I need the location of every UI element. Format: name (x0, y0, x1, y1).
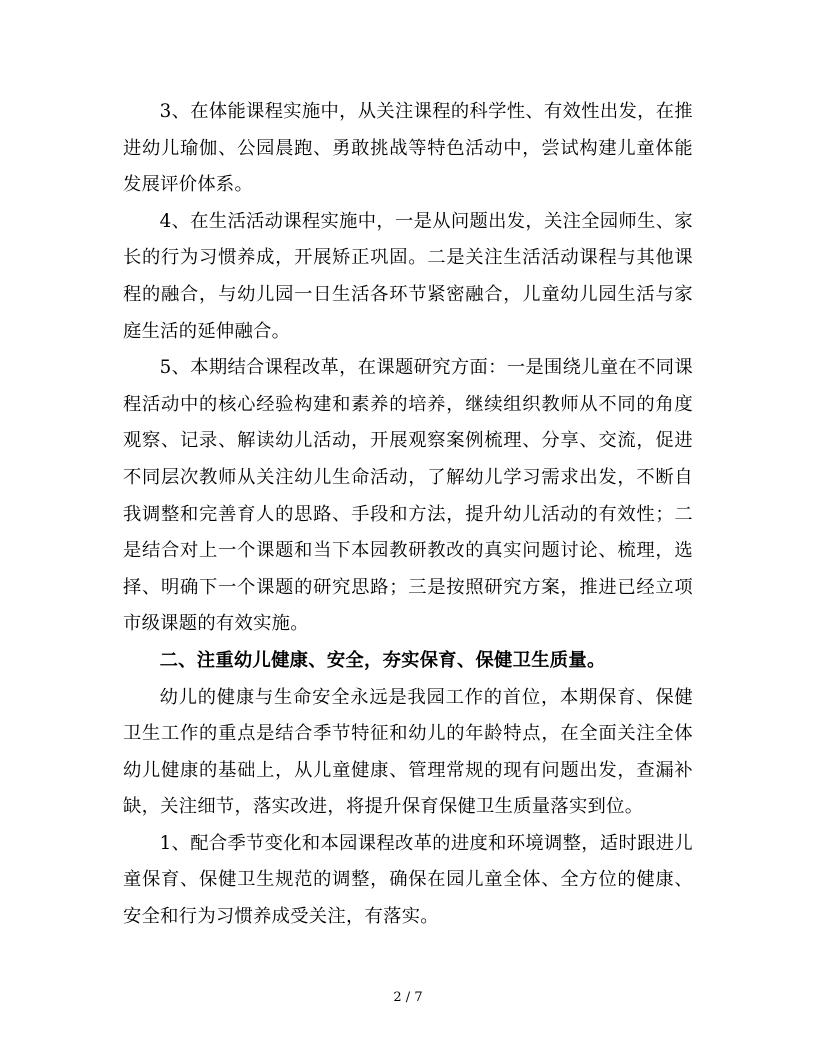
page-number: 2 / 7 (393, 990, 423, 1005)
paragraph-physical-course: 3、在体能课程实施中，从关注课程的科学性、有效性出发，在推进幼儿瑜伽、公园晨跑、勇敢挑战等特色活动中，尝试构建儿童体能发展评价体系。 (123, 101, 693, 196)
paragraph-seasonal-adjustment: 1、配合季节变化和本园课程改革的进度和环境调整，适时跟进儿童保育、保健卫生规范的调整，确保在园儿童全体、全方位的健康、安全和行为习惯养成受关注，有落实。 (123, 832, 693, 928)
paragraph-health-priority: 幼儿的健康与生命安全永远是我园工作的首位，本期保育、保健卫生工作的重点是结合季节特征和幼儿的年龄特点，在全面关注全体幼儿健康的基础上，从儿童健康、管理常规的现有问题出发，查漏补缺，关注细节，落实改进，将提升保育保健卫生质量落实到位。 (123, 686, 693, 818)
document-body (123, 94, 693, 936)
section-heading-health-safety: 二、注重幼儿健康、安全，夯实保育、保健卫生质量。 (159, 649, 606, 671)
paragraph-life-activity-course: 4、在生活活动课程实施中，一是从问题出发，关注全园师生、家长的行为习惯养成，开展矫正巩固。二是关注生活活动课程与其他课程的融合，与幼儿园一日生活各环节紧密融合，儿童幼儿园生活与家庭生活的延伸融合。 (123, 210, 693, 342)
paragraph-research-topic: 5、本期结合课程改革，在课题研究方面：一是围绕儿童在不同课程活动中的核心经验构建和素养的培养，继续组织教师从不同的角度观察、记录、解读幼儿活动，开展观察案例梳理、分享、交流，促进不同层次教师从关注幼儿生命活动，了解幼儿学习需求出发，不断自我调整和完善育人的思路、手段和方法，提升幼儿活动的有效性；二是结合对上一个课题和当下本园教研教改的真实问题讨论、梳理，选择、明确下一个课题的研究思路；三是按照研究方案，推进已经立项市级课题的有效实施。 (123, 357, 693, 635)
